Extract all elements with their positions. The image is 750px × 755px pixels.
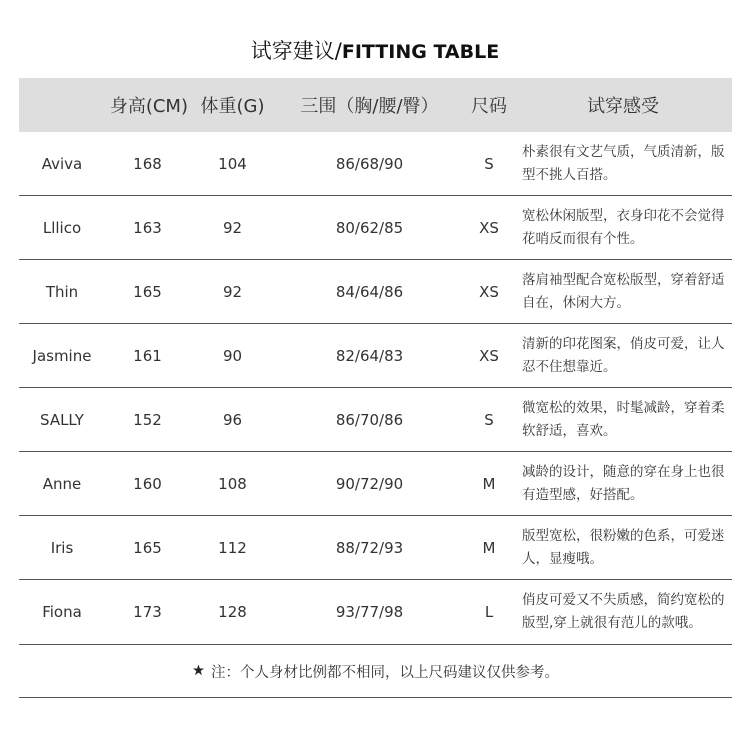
row-size: M xyxy=(482,538,496,557)
row-feel: 版型宽松，很粉嫩的色系，可爱迷人，显瘦哦。 xyxy=(522,527,725,567)
row-weight: 96 xyxy=(222,410,243,429)
table-row xyxy=(19,260,732,324)
row-feel: 朴素很有文艺气质，气质清新，版型不挑人百搭。 xyxy=(522,143,725,183)
table-row xyxy=(19,196,732,260)
row-height: 168 xyxy=(133,154,162,173)
row-height: 165 xyxy=(133,282,162,301)
row-height: 173 xyxy=(133,603,162,621)
row-weight: 108 xyxy=(218,474,247,493)
page-title-en: FITTING TABLE xyxy=(341,41,500,63)
row-name: Lllico xyxy=(42,218,82,237)
header-height: 身高(CM) xyxy=(109,96,188,117)
row-weight: 104 xyxy=(218,154,247,173)
row-name: Jasmine xyxy=(32,346,92,365)
row-measurements: 86/70/86 xyxy=(335,410,404,429)
row-size: XS xyxy=(479,218,499,237)
row-name: Thin xyxy=(45,282,79,301)
row-name: Anne xyxy=(42,474,82,493)
page-title xyxy=(0,36,750,67)
row-name: SALLY xyxy=(40,410,84,429)
row-measurements: 90/72/90 xyxy=(335,474,404,493)
table-row xyxy=(19,132,732,196)
row-height: 152 xyxy=(133,410,162,429)
row-name: Fiona xyxy=(42,603,82,621)
table-row xyxy=(19,452,732,516)
row-height: 163 xyxy=(133,218,162,237)
row-weight: 112 xyxy=(218,538,247,557)
row-size: S xyxy=(484,154,494,173)
row-size: XS xyxy=(479,282,499,301)
row-weight: 92 xyxy=(222,282,243,301)
row-height: 165 xyxy=(133,538,162,557)
row-measurements: 86/68/90 xyxy=(335,154,404,173)
row-name: Aviva xyxy=(41,154,83,173)
footnote xyxy=(19,645,732,698)
header-weight: 体重(G) xyxy=(200,96,265,117)
row-size: L xyxy=(484,603,494,621)
table-row xyxy=(19,388,732,452)
table-header xyxy=(19,78,732,132)
row-feel: 俏皮可爱又不失质感，简约宽松的版型,穿上就很有范儿的款哦。 xyxy=(522,592,725,631)
row-size: XS xyxy=(479,346,499,365)
row-height: 160 xyxy=(133,474,162,493)
row-feel: 落肩袖型配合宽松版型，穿着舒适自在，休闲大方。 xyxy=(522,271,725,311)
row-weight: 90 xyxy=(222,346,243,365)
table-row xyxy=(19,516,732,580)
header-feel: 试穿感受 xyxy=(587,96,659,117)
star-icon: ★ xyxy=(192,663,205,679)
row-feel: 减龄的设计，随意的穿在身上也很有造型感，好搭配。 xyxy=(522,463,725,503)
row-size: M xyxy=(482,474,496,493)
row-measurements: 84/64/86 xyxy=(335,282,404,301)
page-title-cn: 试穿建议/ xyxy=(250,39,342,63)
table-row xyxy=(19,580,732,645)
row-weight: 128 xyxy=(218,603,247,621)
row-measurements: 80/62/85 xyxy=(335,218,404,237)
row-measurements: 82/64/83 xyxy=(335,346,404,365)
footnote-text: 注：个人身材比例都不相同，以上尺码建议仅供参考。 xyxy=(211,664,559,681)
row-measurements: 88/72/93 xyxy=(335,538,404,557)
row-feel: 宽松休闲版型，衣身印花不会觉得花哨反而很有个性。 xyxy=(522,207,725,247)
row-name: Iris xyxy=(50,538,74,557)
row-feel: 清新的印花图案，俏皮可爱，让人忍不住想靠近。 xyxy=(522,335,725,375)
header-measurements: 三围（胸/腰/臀） xyxy=(300,96,439,117)
row-weight: 92 xyxy=(222,218,243,237)
table-row xyxy=(19,324,732,388)
row-feel: 微宽松的效果，时髦减龄，穿着柔软舒适，喜欢。 xyxy=(522,399,725,439)
header-size: 尺码 xyxy=(471,96,507,117)
row-measurements: 93/77/98 xyxy=(335,603,404,621)
row-size: S xyxy=(484,410,494,429)
row-height: 161 xyxy=(133,346,162,365)
fitting-table xyxy=(19,78,732,698)
